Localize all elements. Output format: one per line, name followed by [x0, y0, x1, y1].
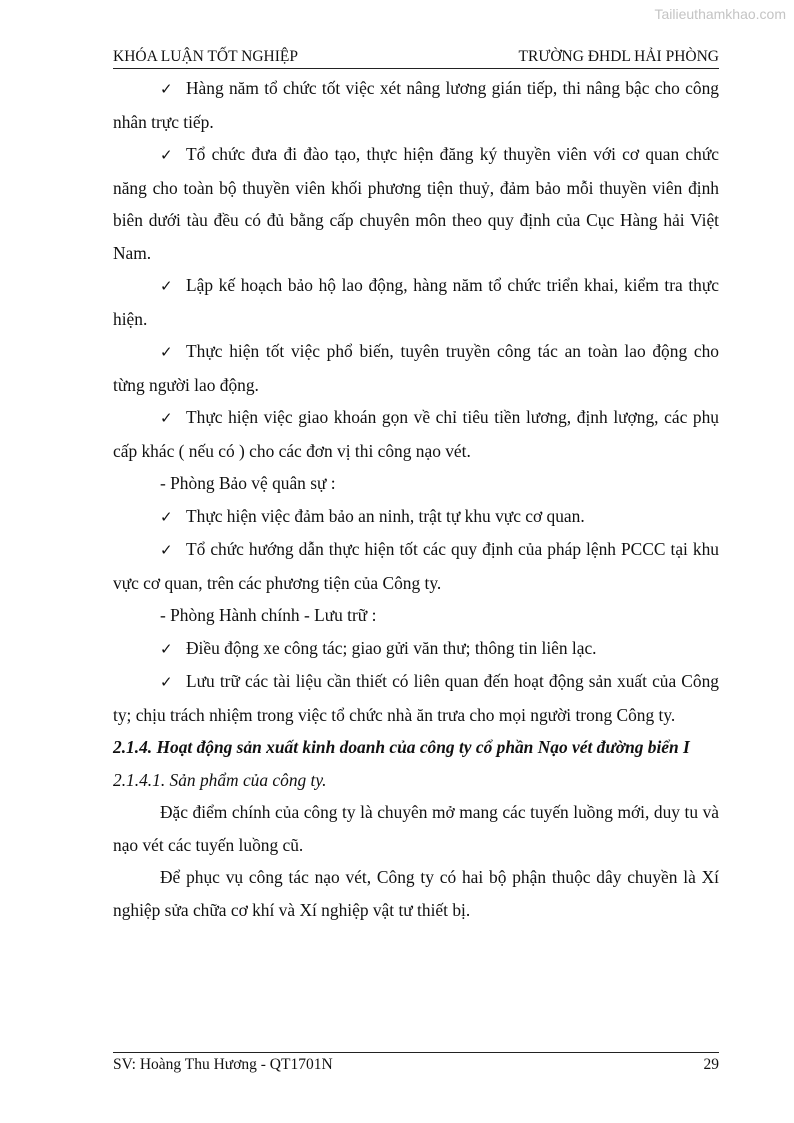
paragraph-text: Điều động xe công tác; giao gửi văn thư; thông tin liên lạc. [186, 637, 597, 658]
paragraph-text: Lập kế hoạch bảo hộ lao động, hàng năm tổ chức triển khai, kiểm tra thực hiện. [113, 275, 719, 329]
watermark: Tailieuthamkhao.com [654, 6, 786, 22]
paragraph [113, 500, 719, 534]
paragraph-text: Tổ chức đưa đi đào tạo, thực hiện đăng ký thuyền viên với cơ quan chức năng cho toàn bộ thuyền viên khối phương tiện thuỷ, đảm bảo mỗi thuyền viên định biên dưới tàu đều có đủ bằng cấp chuyên môn theo quy định của Cục Hàng hải Việt Nam. [113, 144, 719, 263]
paragraph [113, 335, 719, 401]
paragraph-text: Thực hiện tốt việc phổ biến, tuyên truyền công tác an toàn lao động cho từng người lao động. [113, 341, 719, 395]
paragraph-text: Hàng năm tổ chức tốt việc xét nâng lương gián tiếp, thi nâng bậc cho công nhân trực tiếp. [113, 78, 719, 132]
department-label: - Phòng Bảo vệ quân sự : [160, 473, 336, 493]
department-label: - Phòng Hành chính - Lưu trữ : [160, 605, 377, 625]
page-footer [113, 1052, 719, 1074]
page-number: 29 [703, 1056, 719, 1073]
section-heading: 2.1.4. Hoạt động sản xuất kinh doanh của công ty cổ phần Nạo vét đường biển I [113, 737, 690, 757]
subsection-heading: 2.1.4.1. Sản phẩm của công ty. [113, 769, 327, 790]
paragraph [113, 138, 719, 269]
paragraph [113, 72, 719, 138]
paragraph [113, 533, 719, 599]
paragraph-text: Thực hiện việc đảm bảo an ninh, trật tự khu vực cơ quan. [186, 505, 585, 526]
paragraph [113, 401, 719, 467]
paragraph [113, 269, 719, 335]
paragraph: Đặc điểm chính của công ty là chuyên mở mang các tuyến luồng mới, duy tu và nạo vét các tuyến luồng cũ. [113, 802, 719, 855]
paragraph: Để phục vụ công tác nạo vét, Công ty có hai bộ phận thuộc dây chuyền là Xí nghiệp sửa chữa cơ khí và Xí nghiệp vật tư thiết bị. [113, 867, 719, 920]
footer-author: SV: Hoàng Thu Hương - QT1701N [113, 1056, 333, 1073]
page-header [113, 48, 719, 69]
header-left: KHÓA LUẬN TỐT NGHIỆP [113, 48, 298, 65]
paragraph-text: Lưu trữ các tài liệu cần thiết có liên quan đến hoạt động sản xuất của Công ty; chịu trách nhiệm trong việc tổ chức nhà ăn trưa cho mọi người trong Công ty. [113, 671, 719, 725]
header-right: TRƯỜNG ĐHDL HẢI PHÒNG [518, 48, 719, 65]
paragraph [113, 665, 719, 731]
paragraph-text: Tổ chức hướng dẫn thực hiện tốt các quy định của pháp lệnh PCCC tại khu vực cơ quan, trên các phương tiện của Công ty. [113, 539, 719, 593]
paragraph-text: Thực hiện việc giao khoán gọn về chỉ tiêu tiền lương, định lượng, các phụ cấp khác ( nếu có ) cho các đơn vị thi công nạo vét. [113, 407, 719, 461]
paragraph [113, 632, 719, 666]
page-body [113, 72, 719, 926]
